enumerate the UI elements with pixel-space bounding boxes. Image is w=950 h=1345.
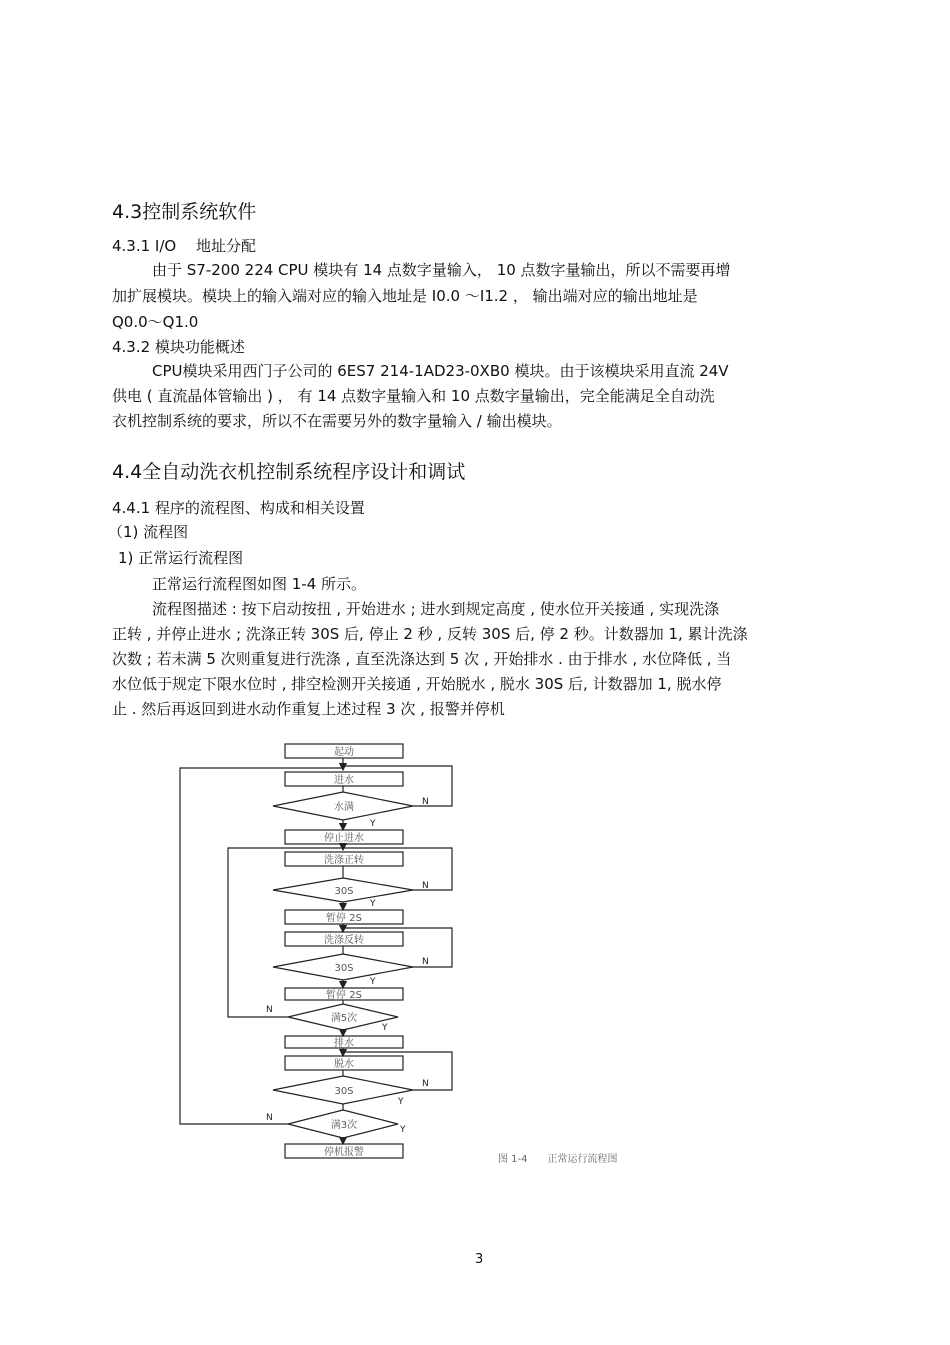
section-4-3-2-heading: 4.3.2 模块功能概述 <box>112 338 245 356</box>
flow-node-alarm <box>285 1144 403 1158</box>
node-label: 30S <box>334 886 354 897</box>
flow-node-start <box>285 744 403 758</box>
paragraph-line: 加扩展模块。模块上的输入端对应的输入地址是 I0.0 ～I1.2 ， 输出端对应的输出地址是 <box>112 287 698 305</box>
section-4-4-heading: 4.4全自动洗衣机控制系统程序设计和调试 <box>112 461 466 483</box>
no-label: N <box>422 957 429 967</box>
node-label: 脱水 <box>334 1059 354 1070</box>
node-label: 30S <box>334 963 354 974</box>
flowchart-figure <box>160 740 740 1170</box>
list-item: （1) 流程图 <box>108 523 189 541</box>
flow-decision-30s-3 <box>273 1076 413 1104</box>
paragraph-line: CPU模块采用西门子公司的 6ES7 214-1AD23-0XB0 模块。由于该模块采用直流 24V <box>152 362 729 380</box>
page-number: 3 <box>475 1252 484 1267</box>
flow-node-pause-1 <box>285 910 403 924</box>
paragraph-line: 供电 ( 直流晶体管输出 ) ， 有 14 点数字量输入和 10 点数字量输出，完全能满足全自动洗 <box>112 387 715 405</box>
section-4-3-heading: 4.3控制系统软件 <box>112 201 257 223</box>
node-label: 暂停 2S <box>326 913 362 924</box>
flow-decision-three-times <box>288 1110 398 1138</box>
no-label: N <box>422 881 429 891</box>
yes-label: Y <box>382 1023 388 1033</box>
node-label: 停机报警 <box>324 1147 364 1158</box>
paragraph-line: 正常运行流程图如图 1-4 所示。 <box>152 575 367 593</box>
flow-node-pause-2 <box>285 988 403 1001</box>
paragraph-line: 止 . 然后再返回到进水动作重复上述过程 3 次 , 报警并停机 <box>112 700 505 718</box>
no-label: N <box>266 1005 273 1015</box>
paragraph-line: Q0.0～Q1.0 <box>112 313 199 331</box>
paragraph-line: 衣机控制系统的要求，所以不在需要另外的数字量输入 / 输出模块。 <box>112 412 562 430</box>
yes-label: Y <box>370 899 376 909</box>
node-label: 排水 <box>334 1038 354 1049</box>
flow-decision-full <box>273 792 413 820</box>
yes-label: Y <box>370 977 376 987</box>
flow-decision-30s-2 <box>273 954 413 980</box>
node-label: 满3次 <box>330 1120 358 1131</box>
list-item: 1) 正常运行流程图 <box>118 549 244 567</box>
yes-label: Y <box>398 1097 404 1107</box>
flow-node-wash-forward <box>285 852 403 866</box>
flow-decision-30s-1 <box>273 878 413 902</box>
flow-node-wash-reverse <box>285 932 403 946</box>
paragraph-line: 流程图描述 : 按下启动按扭 , 开始进水 ; 进水到规定高度 , 使水位开关接通 , 实现洗涤 <box>152 600 720 618</box>
yes-label: Y <box>400 1125 406 1135</box>
flow-node-spin <box>285 1056 403 1070</box>
node-label: 起动 <box>334 747 354 758</box>
node-label: 满5次 <box>330 1013 358 1024</box>
node-label: 停止进水 <box>324 833 364 844</box>
figure-caption: 图 1-4 正常运行流程图 <box>498 1154 618 1165</box>
node-label: 进水 <box>334 775 354 786</box>
flow-node-drain <box>285 1036 403 1049</box>
section-4-4-1-heading: 4.4.1 程序的流程图、构成和相关设置 <box>112 499 365 517</box>
flow-node-stop-inlet <box>285 830 403 844</box>
no-label: N <box>266 1113 273 1123</box>
flow-node-inlet <box>285 772 403 786</box>
node-label: 水满 <box>334 802 354 813</box>
yes-label: Y <box>370 819 376 829</box>
no-label: N <box>422 797 429 807</box>
paragraph-line: 正转 , 并停止进水 ; 洗涤正转 30S 后, 停止 2 秒 , 反转 30S 后, 停 2 秒。计数器加 1, 累计洗涤 <box>112 625 748 643</box>
paragraph-line: 由于 S7-200 224 CPU 模块有 14 点数字量输入， 10 点数字量输出，所以不需要再增 <box>152 261 731 279</box>
connector-lines <box>180 758 452 1144</box>
node-label: 洗涤正转 <box>324 855 364 866</box>
paragraph-line: 次数 ; 若未满 5 次则重复进行洗涤 , 直至洗涤达到 5 次 , 开始排水 . 由于排水 , 水位降低 , 当 <box>112 650 732 668</box>
node-label: 洗涤反转 <box>324 935 364 946</box>
section-4-3-1-heading: 4.3.1 I/O 地址分配 <box>112 237 256 255</box>
no-label: N <box>422 1079 429 1089</box>
node-label: 30S <box>334 1086 354 1097</box>
paragraph-line: 水位低于规定下限水位时 , 排空检测开关接通 , 开始脱水 , 脱水 30S 后, 计数器加 1, 脱水停 <box>112 675 722 693</box>
node-label: 暂停 2S <box>326 990 362 1001</box>
